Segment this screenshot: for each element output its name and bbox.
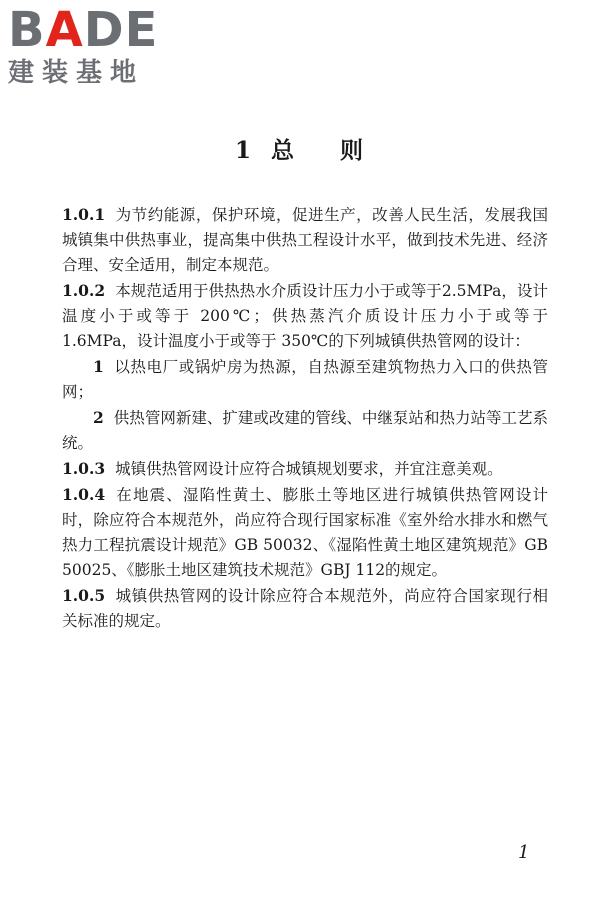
- item-text: 以热电厂或锅炉房为热源，自热源至建筑物热力入口的供热管网；: [62, 358, 548, 401]
- logo-wordmark: [8, 4, 178, 56]
- page-number: 1: [518, 842, 530, 863]
- clause-1-0-2: [62, 278, 548, 354]
- logo-letter: B: [8, 2, 46, 58]
- clause-number: 1.0.3: [62, 459, 106, 478]
- chapter-title-word-2: 则: [340, 137, 365, 164]
- logo-word-text: [8, 2, 158, 58]
- chapter-number: 1: [234, 137, 253, 164]
- clause-number: 1.0.5: [62, 586, 106, 605]
- clause-number: 1.0.1: [62, 205, 106, 224]
- list-item-1: [62, 354, 548, 405]
- logo-letter: D: [83, 2, 125, 58]
- logo-letter: A: [45, 2, 84, 58]
- clause-1-0-5: [62, 583, 548, 634]
- clause-text: 本规范适用于供热热水介质设计压力小于或等于2.5MPa，设计温度小于或等于 200℃；供热蒸汽介质设计压力小于或等于 1.6MPa，设计温度小于或等于 350℃的下列城镇供热管网的设计：: [62, 282, 548, 350]
- clause-number: 1.0.4: [62, 485, 106, 504]
- clause-text: 城镇供热管网的设计除应符合本规范外，尚应符合国家现行相关标准的规定。: [62, 587, 548, 630]
- chapter-title: [0, 132, 600, 165]
- clause-number: 1.0.2: [62, 281, 106, 300]
- clause-1-0-3: [62, 456, 548, 482]
- clause-text: 为节约能源，保护环境，促进生产，改善人民生活，发展我国城镇集中供热事业，提高集中供热工程设计水平，做到技术先进、经济合理、安全适用，制定本规范。: [62, 206, 548, 274]
- clause-text: 在地震、湿陷性黄土、膨胀土等地区进行城镇供热管网设计时，除应符合本规范外，尚应符合现行国家标准《室外给水排水和燃气热力工程抗震设计规范》GB 50032、《湿陷性黄土地区建筑规范》GB 50025、《膨胀土地区建筑技术规范》GBJ 112的规定。: [62, 486, 548, 579]
- clause-1-0-4: [62, 482, 548, 583]
- item-number: 2: [93, 408, 104, 427]
- item-text: 供热管网新建、扩建或改建的管线、中继泵站和热力站等工艺系统。: [62, 409, 548, 452]
- clause-text: 城镇供热管网设计应符合城镇规划要求，并宜注意美观。: [115, 460, 503, 478]
- list-item-2: [62, 405, 548, 456]
- bade-logo: [8, 4, 178, 92]
- document-body: [62, 202, 548, 634]
- item-number: 1: [93, 357, 104, 376]
- logo-subtitle: 建装基地: [8, 58, 145, 88]
- logo-letter: E: [124, 2, 159, 58]
- chapter-title-word-1: 总: [271, 137, 296, 164]
- clause-1-0-1: [62, 202, 548, 278]
